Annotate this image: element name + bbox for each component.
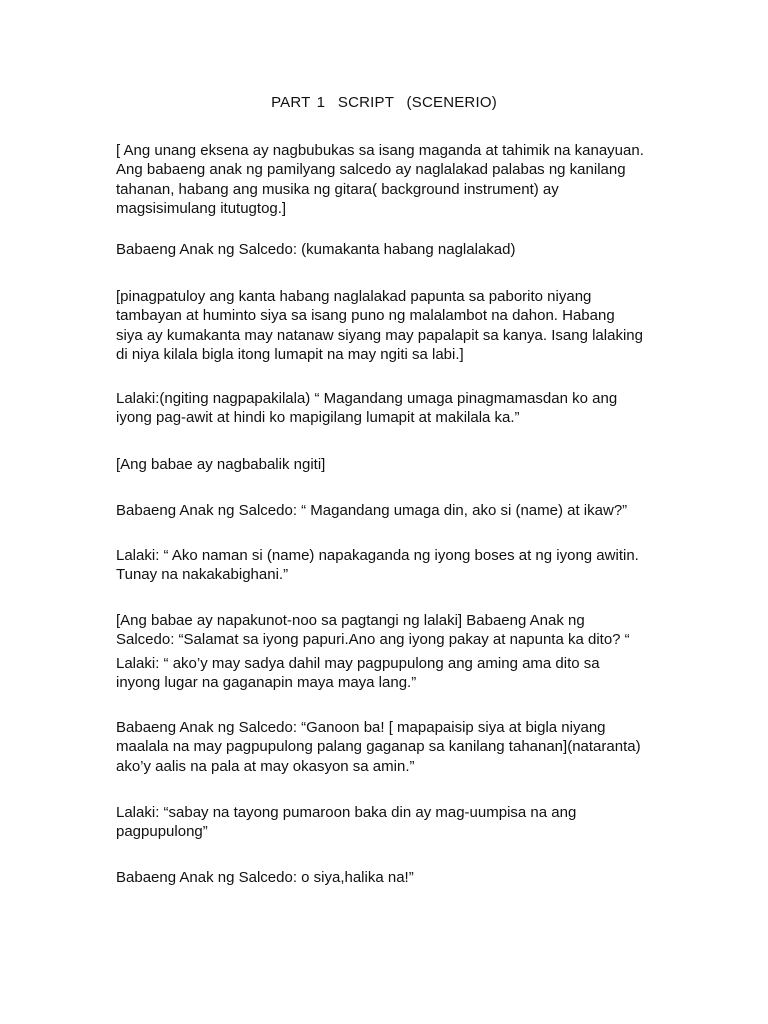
dialogue-line: Babaeng Anak ng Salcedo: “ Magandang umaga din, ako si (name) at ikaw?”	[116, 502, 628, 519]
dialogue-line: Babaeng Anak ng Salcedo: “Ganoon ba! [ mapapaisip siya at bigla niyang maalala na may pagpupulong palang gaganap sa kanilang tahanan](nataranta) ako’y aalis na pala at may okasyon sa amin.”	[116, 719, 641, 775]
dialogue-line: Babaeng Anak ng Salcedo: (kumakanta habang naglalakad)	[116, 241, 516, 258]
stage-direction: [Ang babae ay nagbabalik ngiti]	[116, 456, 326, 473]
dialogue-line: Babaeng Anak ng Salcedo: o siya,halika na!”	[116, 869, 414, 886]
document-title: PART 1 SCRIPT (SCENERIO)	[271, 94, 497, 111]
dialogue-line: Lalaki: “ Ako naman si (name) napakaganda ng iyong boses at ng iyong awitin. Tunay na nakakabighani.”	[116, 547, 639, 584]
scene-paragraph: [pinagpatuloy ang kanta habang naglalakad papunta sa paborito niyang tambayan at huminto siya sa isang puno ng malalambot na dahon. Habang siya ay kumakanta may natanaw siyang may papalapit sa kanya. Isang lalaking di niya kilala bigla itong lumapit na may ngiti sa labi.]	[116, 288, 643, 364]
dialogue-line: Lalaki: “sabay na tayong pumaroon baka din ay mag-uumpisa na ang pagpupulong”	[116, 804, 577, 841]
scene-paragraph: [ Ang unang eksena ay nagbubukas sa isang maganda at tahimik na kanayuan. Ang babaeng anak ng pamilyang salcedo ay naglalakad palabas ng kanilang tahanan, habang ang musika ng gitara( background instrument) ay magsisimulang itutugtog.]	[116, 142, 644, 218]
dialogue-line: Lalaki:(ngiting nagpapakilala) “ Magandang umaga pinagmamasdan ko ang iyong pag-awit at hindi ko mapigilang lumapit at makilala ka.”	[116, 390, 618, 427]
dialogue-line: [Ang babae ay napakunot-noo sa pagtangi ng lalaki] Babaeng Anak ng Salcedo: “Salamat sa iyong papuri.Ano ang iyong pakay at napunta ka dito? “	[116, 612, 630, 649]
dialogue-line: Lalaki: “ ako’y may sadya dahil may pagpupulong ang aming ama dito sa inyong lugar na gaganapin maya maya lang.”	[116, 655, 600, 692]
